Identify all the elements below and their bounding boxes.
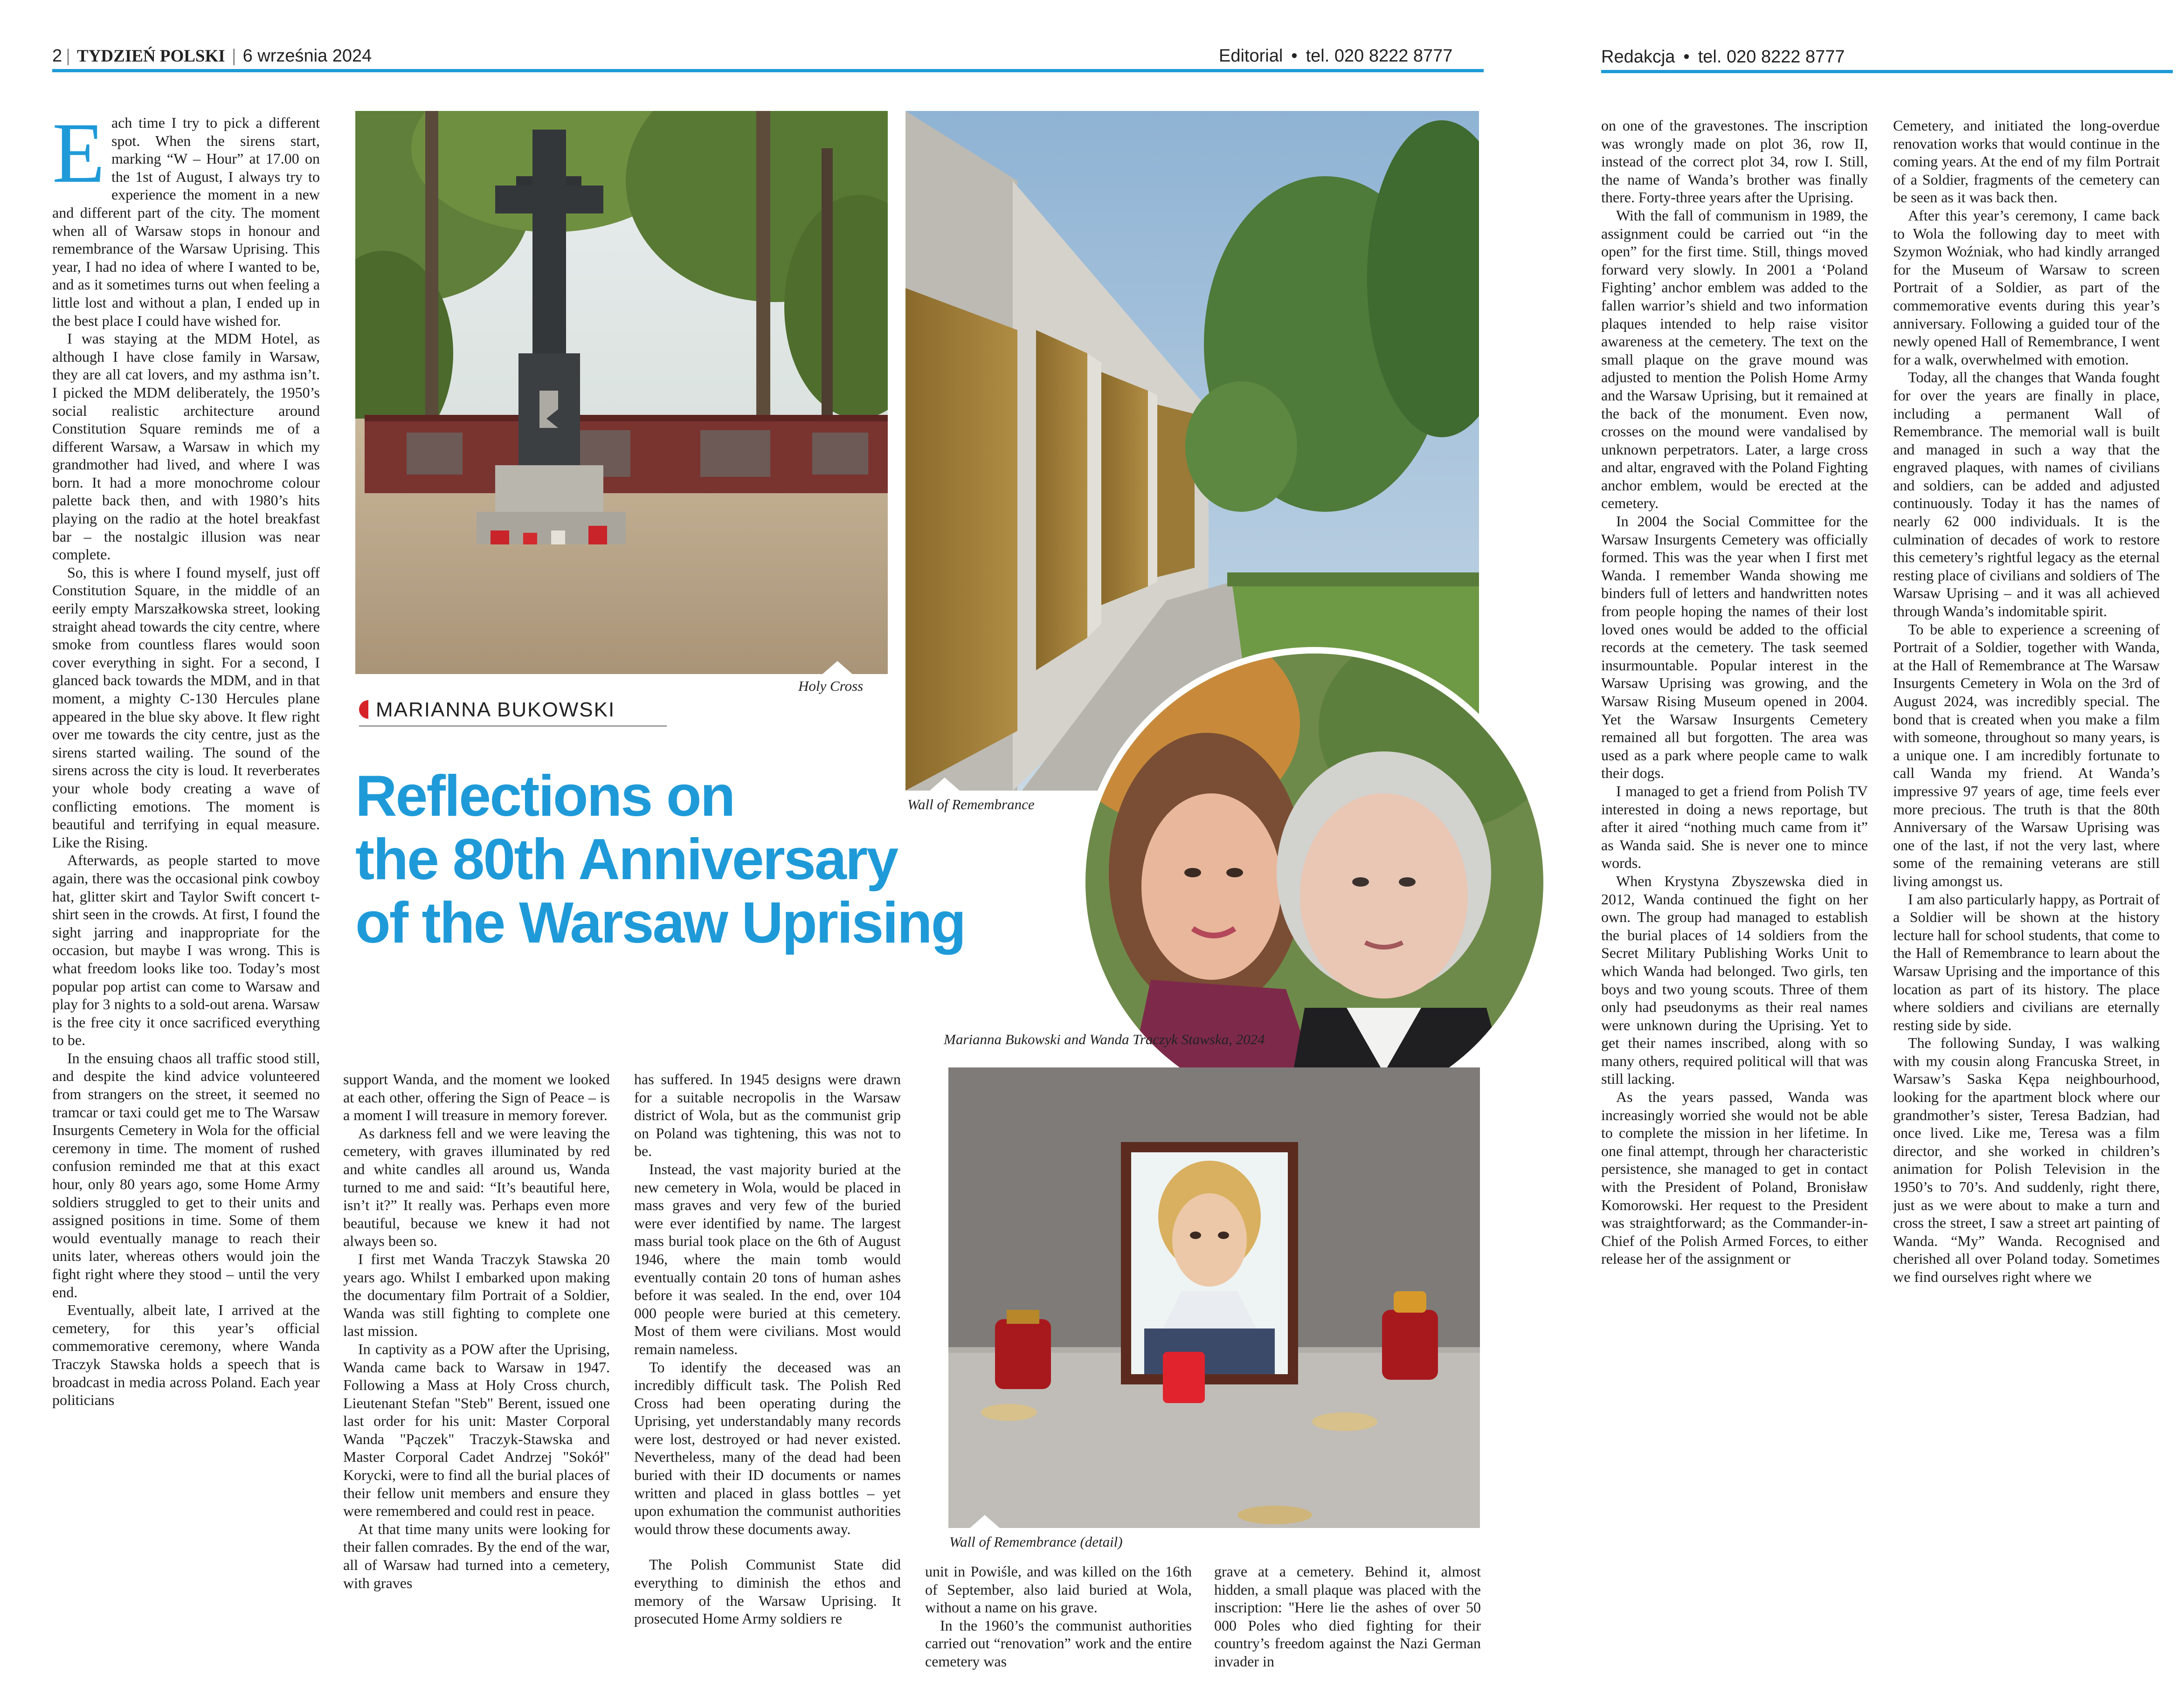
holy-cross-image — [355, 111, 888, 674]
caption-holy-cross: Holy Cross — [798, 678, 864, 694]
title-line: Reflections on — [355, 764, 734, 828]
author-name: MARIANNA BUKOWSKI — [376, 698, 615, 721]
byline-rule — [359, 725, 667, 727]
article-column-2: support Wanda, and the moment we looked at each other, offering the Sign of Peace – is a moment I will treasure in memory forever. As darkness fell and we were leaving the cemetery, with graves illuminated by red and white candles all around us, Wanda turned to me and said: “It’s beautiful here, isn’t it?” It really was. Perhaps even more beautiful, because we knew it had not always been so. I first met Wanda Traczyk Stawska 20 years ago. Whilst I embarked upon making the documentary film Portrait of a Soldier, Wanda was still fighting to complete one last mission. In captivity as a POW after the Uprising, Wanda came back to Warsaw in 1947. Following a Mass at Holy Cross church, Lieutenant Stefan "Steb" Berent, issued one last order for his unit: Master Corporal Wanda "Pączek" Traczyk-Stawska and Master Corporal Cadet Andrzej "Sokół" Korycki, were to find all the burial places of their fellow unit members and ensure they were remembered and could rest in peace. At that time many units were looking for their fallen comrades. By the end of the war, all of Warsaw had turned into a cemetery, with graves — [343, 1071, 610, 1591]
title-line: the 80th Anniversary — [355, 827, 898, 892]
page-header-right: Redakcja • tel. 020 8222 8777 — [1601, 47, 1845, 67]
phone-number: tel. 020 8222 8777 — [1306, 46, 1453, 66]
wall-detail-image — [948, 1067, 1480, 1528]
article-title — [355, 764, 965, 955]
page-header-left-contact: Editorial • tel. 020 8222 8777 — [1219, 46, 1453, 66]
article-column-3: has suffered. In 1945 designs were drawn for a suitable necropolis in the Warsaw district of Wola, but as the communist grip on Poland was tightening, this was not to be. Instead, the vast majority buried at the new cemetery in Wola, would be placed in mass graves and very few of the buried were ever identified by name. The largest mass burial took place on the 6th of August 1946, where the main tomb would eventually contain 20 tons of human ashes before it was sealed. In the end, over 104 000 people were buried at this cemetery. Most of them were civilians. Most would remain nameless. To identify the deceased was an incredibly difficult task. The Polish Red Cross had been operating during the Uprising, yet understandably many records were lost, destroyed or had never existed. Nevertheless, many of the dead had been buried with their ID documents or names written and placed in glass bottles – yet upon exhumation the communist authorities would throw these documents away. The Polish Communist State did everything to diminish the ethos and memory of the Warsaw Uprising. It prosecuted Home Army soldiers re — [634, 1071, 901, 1627]
photo-wall-detail — [948, 1067, 1480, 1528]
drop-cap: E — [52, 114, 105, 201]
issue-date: 6 września 2024 — [242, 46, 372, 66]
section-name: Editorial — [1219, 46, 1283, 66]
byline — [359, 696, 667, 723]
article-column-4: unit in Powiśle, and was killed on the 16th of September, also laid buried at Wola, without a name on his grave. In the 1960’s the communist authorities carried out “renovation” work and the entire cemetery was — [925, 1563, 1192, 1670]
article-column-6: on one of the gravestones. The inscription was wrongly made on plot 36, row II, instead of the correct plot 34, row I. Still, the name of Wanda’s brother was finally there. Forty-three years after the Uprising. With the fall of communism in 1989, the assignment could be carried out “in the open” for the first time. Still, things moved forward very slowly. In 2001 a ‘Poland Fighting’ anchor emblem was added to the fallen warrior’s shield and two information plaques intended to help raise visitor awareness at the cemetery. The text on the small plaque on the grave mound was adjusted to mention the Polish Home Army and the Warsaw Uprising, but it remained at the back of the monument. Even now, crosses on the mound were vandalised by unknown perpetrators. Later, a large cross and altar, engraved with the Poland Fighting anchor emblem, would be erected at the cemetery. In 2004 the Social Committee for the Warsaw Insurgents Cemetery was officially formed. This was the year when I first met Wanda. I remember Wanda showing me binders full of letters and handwritten notes from people hoping the names of their lost loved ones would be added to the official records at the cemetery. The task seemed insurmountable. Popular interest in the Warsaw Uprising was growing, and the Warsaw Rising Museum opened in 2004. Yet the Warsaw Insurgents Cemetery remained all but forgotten. The area was used as a park where people came to walk their dogs. I managed to get a friend from Polish TV interested in doing a news reportage, but after it aired “nothing much came from it” as Wanda said. She is never one to mince words. When Krystyna Zbyszewska died in 2012, Wanda continued the fight on her own. The group had managed to establish the burial places of 14 soldiers from the Secret Military Publishing Works Unit to which Wanda had belonged. Two girls, ten boys and two young scouts. Three of them only had pseudonyms as their real names were unknown during the Uprising. Yet to get their names inscribed, along with so many others, required political will that was still lacking. As the years passed, Wanda was increasingly worried she would not be able to complete the mission in her lifetime. In one final attempt, through her characteristic persistence, she managed to get in contact with the President of Poland, Bronisław Komorowski. Her request to the President was straightforward; as the Commander-in-Chief of the Polish Armed Forces, to either release her of the assignment or — [1601, 117, 1868, 1267]
section-name-right: Redakcja — [1601, 47, 1675, 67]
caption-wall: Wall of Remembrance — [907, 796, 1035, 812]
page-header-left: 2 | TYDZIEŃ POLSKI | 6 września 2024 — [52, 46, 372, 66]
caption-detail: Wall of Remembrance (detail) — [949, 1534, 1123, 1550]
byline-marker-icon — [359, 700, 368, 719]
article-column-1: Each time I try to pick a different spot. When the sirens start, marking “W – Hour” at 17.00 on the 1st of August, I always try to experience the moment in a new and different part of the city. The moment when all of Warsaw stops in honour and remembrance of the Warsaw Uprising. This year, I had no idea of where I wanted to be, and as it sometimes turns out when feeling a little lost and without a plan, I ended up in the best place I could have wished for. I was staying at the MDM Hotel, as although I have close family in Warsaw, they are all cat lovers, and my asthma isn’t. I picked the MDM deliberately, the 1950’s social realistic architecture around Constitution Square reminds me of a different Warsaw, a Warsaw in which my grandmother had lived, and where I was born. It had a more monochrome colour palette back then, and with 1980’s hits playing on the radio at the hotel breakfast bar – the nostalgic illusion was near complete. So, this is where I found myself, just off Constitution Square, in the middle of an eerily empty Marszałkowska street, looking straight ahead towards the city centre, where smoke from countless flares would soon cover everything in sight. For a second, I glanced back towards the MDM, and in that moment, a mighty C-130 Hercules plane appeared in the blue sky above. It flew right over me towards the city centre, just as the sirens started wailing. The sound of the sirens across the city is loud. It reverberates your whole body creating a wave of conflicting emotions. The moment is beautiful and terrifying in equal measure. Like the Rising. Afterwards, as people started to move again, there was the occasional pink cowboy hat, glitter skirt and Taylor Swift concert t-shirt seen in the crowds. At first, I found the sight jarring and inappropriate for the occasion, but maybe I was wrong. This is what freedom looks like too. Today’s most popular pop artist can come to Warsaw and play for 3 nights to a sold-out arena. Warsaw is the free city it once sacrificed everything to be. In the ensuing chaos all traffic stood still, and despite the kind advice volunteered from strangers on the street, it seemed no tramcar or taxi could get me to The Warsaw Insurgents Cemetery in Wola for the official ceremony in time. The moment of rushed confusion reminded me that at this exact hour, only 80 years ago, some Home Army soldiers struggled to get to their units and assigned positions in time. Some of them would eventually manage to reach their units later, whereas others would join the fight right where they stood – until the very end. Eventually, albeit late, I arrived at the cemetery, for this year’s official commemorative ceremony, where Wanda Traczyk Stawska holds a speech that is broadcast in media across Poland. Each year politicians — [52, 114, 320, 1409]
header-rule-right — [1601, 70, 2173, 73]
header-rule-left — [52, 69, 1484, 72]
caption-notch — [822, 661, 852, 674]
article-column-5: grave at a cemetery. Behind it, almost hidden, a small plaque was placed with the inscription: "Here lie the ashes of over 50 000 Poles who died fighting for their country’s freedom against the Nazi German invader in — [1214, 1563, 1481, 1670]
publication-name: TYDZIEŃ POLSKI — [77, 47, 225, 66]
caption-portrait: Marianna Bukowski and Wanda Traczyk Stawska, 2024 — [944, 1031, 1265, 1047]
article-column-7: Cemetery, and initiated the long-overdue renovation works that would continue in the coming years. At the end of my film Portrait of a Soldier, fragments of the cemetery can be seen as it was back then. After this year’s ceremony, I came back to Wola the following day to meet with Szymon Woźniak, who had kindly arranged for the Museum of Warsaw to screen Portrait of a Soldier, as part of the commemorative events during this year’s anniversary. Following a guided tour of the newly opened Hall of Remembrance, I went for a walk, overwhelmed with emotion. Today, all the changes that Wanda fought for over the years are finally in place, including a permanent Wall of Remembrance. The memorial wall is built and managed in such a way that the engraved plaques, with names of civilians and soldiers, can be added and adjusted continuously. Today it has the names of nearly 62 000 individuals. It is the culmination of decades of work to restore this cemetery’s rightful legacy as the eternal resting place of civilians and soldiers of The Warsaw Uprising – and it was all achieved through Wanda’s indomitable spirit. To be able to experience a screening of Portrait of a Soldier, together with Wanda, at the Hall of Remembrance at The Warsaw Insurgents Cemetery in Wola on the 3rd of August 2024, was incredibly special. The bond that is created when you make a film with someone, throughout so many years, is a unique one. I am incredibly fortunate to call Wanda my friend. At Wanda’s impressive 97 years of age, time feels ever more precious. The truth is that the 80th Anniversary of the Warsaw Uprising was one of the last, if not the very last, where some of the remaining veterans are still living amongst us. I am also particularly happy, as Portrait of a Soldier will be shown at the history lecture hall for school students, that come to the Hall of Remembrance to learn about the Warsaw Uprising and the importance of this location as part of its history. The place where soldiers and civilians are eternally resting side by side. The following Sunday, I was walking with my cousin along Francuska Street, in Warsaw’s Saska Kępa neighbourhood, looking for the apartment block where our grandmother’s sister, Teresa Badzian, had once lived. Like me, Teresa was a film director, and she worked in children’s animation for Polish Television in the 1950’s to 70’s. And suddenly, right there, just as we were about to make a turn and cross the street, I saw a street art painting of Wanda. “My” Wanda. Recognised and cherished all over Poland today. Sometimes we find ourselves right where we — [1893, 117, 2160, 1285]
caption-notch — [930, 778, 960, 791]
caption-notch — [970, 1515, 1000, 1528]
phone-number-right: tel. 020 8222 8777 — [1698, 47, 1845, 67]
title-line: of the Warsaw Uprising — [355, 891, 965, 955]
photo-holy-cross — [355, 111, 888, 674]
page-number: 2 — [52, 46, 62, 66]
